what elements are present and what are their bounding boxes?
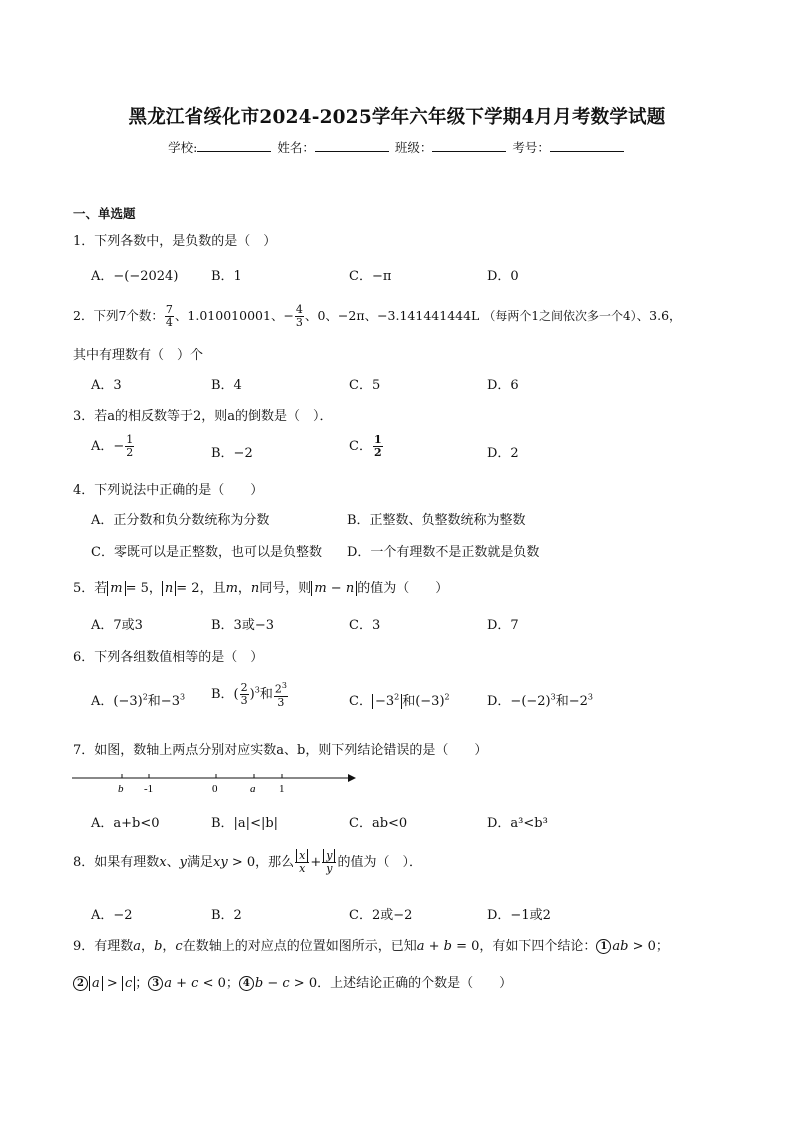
q6-option-c[interactable]: C． $-3^2$ 和$(-3)^2$ bbox=[349, 692, 450, 709]
q2-item-6: −3.141441444L bbox=[377, 308, 480, 323]
q1-stem: 1．下列各数中，是负数的是（ ） bbox=[73, 234, 277, 249]
label-b: b bbox=[118, 783, 124, 795]
q9-line-2: 2 a > c ； 3 a + c < 0； 4 b − c > 0．上述结论正确的个数是（ ） bbox=[73, 972, 512, 991]
circle-1-icon: 1 bbox=[596, 939, 611, 954]
student-info-line bbox=[0, 138, 794, 156]
q6-option-b[interactable]: B．( $\frac{2}{3}$ )$^3$和 $\frac{2^3}{3}$ bbox=[211, 680, 287, 709]
q2-item-1: $\frac{7}{4}$ bbox=[165, 303, 173, 329]
q7-option-b[interactable]: B．|a|<|b| bbox=[211, 816, 279, 831]
q1-option-b[interactable]: B．1 bbox=[211, 269, 242, 284]
q3-option-a[interactable]: A．− $\frac{1}{2}$ bbox=[91, 433, 134, 459]
q7-stem: 7．如图，数轴上两点分别对应实数a、b，则下列结论错误的是（ ） bbox=[73, 743, 488, 758]
q2-note: （每两个1之间依次多一个4） bbox=[483, 309, 637, 323]
label-a: a bbox=[250, 783, 256, 795]
q8-stem: 8．如果有理数x、y满足xy > 0，那么 $\frac{x}{x}$ + $\frac{y}{y}$ 的值为（ ）． bbox=[73, 849, 422, 875]
q5-option-d[interactable]: D．7 bbox=[487, 618, 519, 633]
label-0: 0 bbox=[212, 783, 218, 795]
name-blank[interactable] bbox=[315, 139, 389, 152]
q5-option-b[interactable]: B．3或−3 bbox=[211, 618, 274, 633]
label-minus-1: -1 bbox=[144, 783, 154, 795]
q5-stem: 5．若 m = 5， n = 2，且m，n同号，则 m − n 的值为（ ） bbox=[73, 581, 449, 596]
q1-option-c[interactable]: C．−π bbox=[349, 269, 392, 284]
class-label: 班级： bbox=[394, 140, 433, 155]
exam-no-label: 考号： bbox=[512, 140, 550, 155]
q8-option-c[interactable]: C．2或−2 bbox=[349, 908, 413, 923]
q2-item-2: 1.010010001 bbox=[187, 308, 271, 323]
number-line-figure bbox=[72, 770, 362, 800]
q2-option-b[interactable]: B．4 bbox=[211, 378, 242, 393]
q3-option-c[interactable]: C． $\frac{1}{2}$ bbox=[349, 433, 382, 459]
q2-item-3: $\frac{4}{3}$ bbox=[295, 303, 303, 329]
q7-option-a[interactable]: A．a+b<0 bbox=[91, 816, 160, 831]
q8-option-d[interactable]: D．−1或2 bbox=[487, 908, 551, 923]
q5-option-c[interactable]: C．3 bbox=[349, 618, 381, 633]
q2-option-c[interactable]: C．5 bbox=[349, 378, 381, 393]
q2-option-a[interactable]: A．3 bbox=[91, 378, 122, 393]
q2-item-5: −2π bbox=[337, 308, 365, 323]
q2-stem-start: 2．下列7个数： bbox=[73, 308, 164, 323]
exam-no-blank[interactable] bbox=[550, 139, 624, 152]
school-label: 学校: bbox=[168, 140, 198, 155]
section-heading: 一、单选题 bbox=[73, 206, 136, 221]
circle-2-icon: 2 bbox=[73, 976, 88, 991]
q2-stem-end: 其中有理数有（ ）个 bbox=[73, 348, 204, 363]
q9-line-1: 9．有理数a，b，c在数轴上的对应点的位置如图所示，已知a + b = 0，有如下四个结论： 1 ab > 0； bbox=[73, 939, 669, 954]
q2-option-d[interactable]: D．6 bbox=[487, 378, 519, 393]
q1-option-a[interactable]: A．−(−2024) bbox=[91, 269, 179, 284]
q2-stem: 2．下列7个数： $\frac{7}{4}$ 、1.010010001、− $\frac{4}{3}$ 、0、−2π、−3.141441444L （每两个1之间依次多一个4）、3.6̇， bbox=[73, 303, 682, 329]
q7-option-d[interactable]: D．a³<b³ bbox=[487, 816, 548, 831]
q4-option-b[interactable]: B．正整数、负整数统称为整数 bbox=[347, 513, 526, 528]
q6-option-a[interactable]: A．$(-3)^2$和$-3^3$ bbox=[91, 692, 186, 709]
q2-item-7: 3.6̇ bbox=[649, 308, 670, 323]
q3-option-d[interactable]: D．2 bbox=[487, 446, 519, 461]
name-label: 姓名： bbox=[277, 140, 315, 155]
q3-stem: 3．若a的相反数等于2，则a的倒数是（ ）． bbox=[73, 409, 333, 424]
q4-option-d[interactable]: D．一个有理数不是正数就是负数 bbox=[347, 545, 540, 560]
q4-option-a[interactable]: A．正分数和负分数统称为分数 bbox=[91, 513, 270, 528]
q2-item-4: 0 bbox=[317, 308, 326, 323]
q8-option-a[interactable]: A．−2 bbox=[91, 908, 133, 923]
q4-option-c[interactable]: C．零既可以是正整数，也可以是负整数 bbox=[91, 545, 322, 560]
q6-option-d[interactable]: D．$-(-2)^3$和$-2^3$ bbox=[487, 692, 593, 709]
circle-4-icon: 4 bbox=[239, 976, 254, 991]
q4-stem: 4．下列说法中正确的是（ ） bbox=[73, 483, 264, 498]
school-blank[interactable] bbox=[197, 139, 271, 152]
circle-3-icon: 3 bbox=[148, 976, 163, 991]
q3-option-b[interactable]: B．−2 bbox=[211, 446, 253, 461]
q1-option-d[interactable]: D．0 bbox=[487, 269, 519, 284]
q6-stem: 6．下列各组数值相等的是（ ） bbox=[73, 650, 264, 665]
q7-option-c[interactable]: C．ab<0 bbox=[349, 816, 408, 831]
number-line-arrow bbox=[348, 774, 356, 782]
q5-option-a[interactable]: A．7或3 bbox=[91, 618, 143, 633]
page-title: 黑龙江省绥化市2024-2025学年六年级下学期4月月考数学试题 bbox=[128, 107, 666, 128]
label-1: 1 bbox=[279, 783, 285, 795]
class-blank[interactable] bbox=[432, 139, 506, 152]
q8-option-b[interactable]: B．2 bbox=[211, 908, 242, 923]
